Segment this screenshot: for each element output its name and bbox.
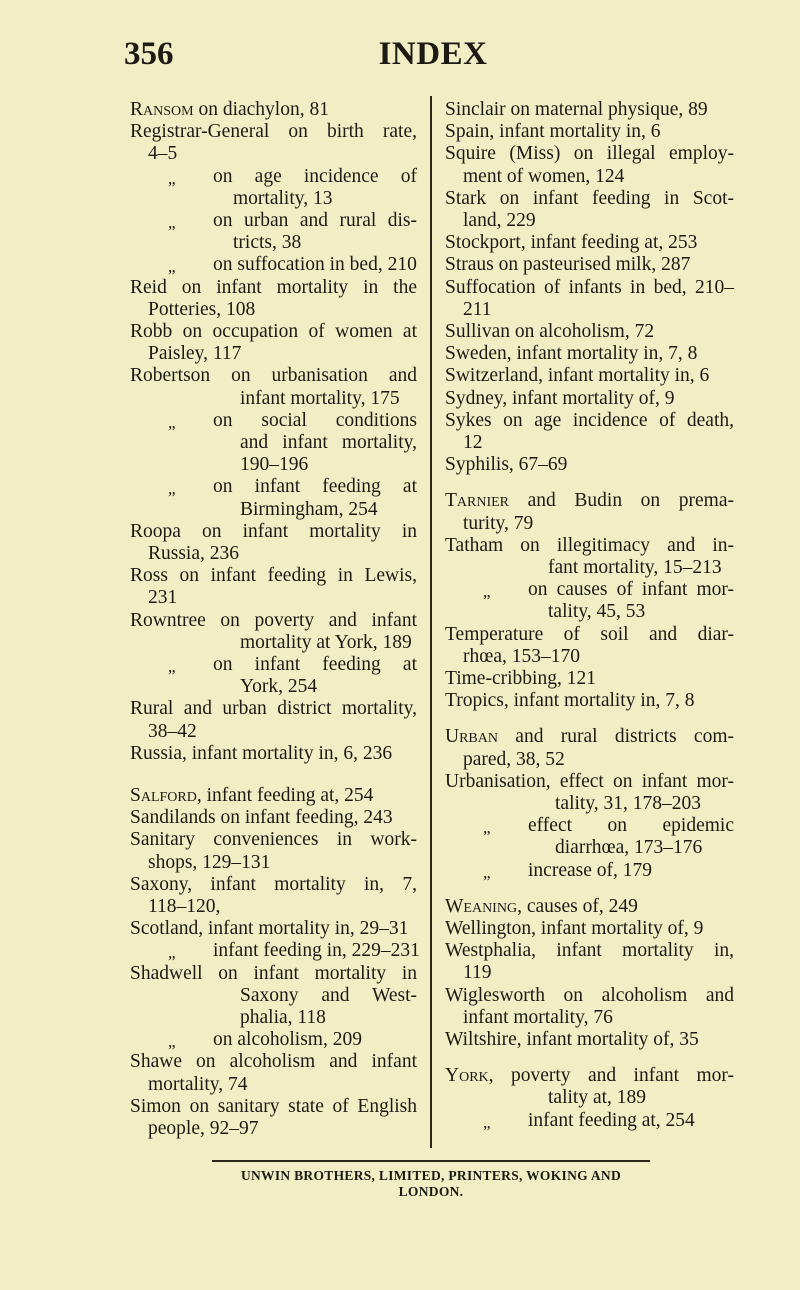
entry-text (555, 793, 734, 815)
entry-body: increase of, 179 (528, 859, 652, 881)
index-entry (445, 99, 734, 121)
index-entry (445, 143, 734, 165)
entry-body: Shadwell on infant mortality in (130, 962, 417, 984)
entry-text (445, 99, 734, 121)
entry-body: Wiglesworth on alcoholism and (445, 984, 734, 1006)
entry-text (240, 1007, 417, 1029)
index-entry (445, 726, 734, 748)
entry-text (213, 654, 417, 676)
index-entry (445, 1029, 734, 1051)
entry-body: tality, 45, 53 (548, 601, 646, 623)
entry-text (240, 676, 417, 698)
index-entry (130, 698, 417, 720)
entry-text (528, 815, 734, 837)
entry-text (445, 277, 734, 299)
entry-text (463, 210, 734, 232)
entry-body: on urban and rural dis- (213, 210, 417, 231)
entry-body: and Budin on prema- (509, 490, 734, 512)
entry-text (130, 698, 417, 720)
index-entry-continuation (130, 232, 417, 254)
index-entry (130, 121, 417, 143)
entry-text (148, 896, 417, 918)
ditto-mark: „ (483, 582, 491, 602)
entry-text (548, 601, 734, 623)
index-entry (445, 321, 734, 343)
entry-text (445, 771, 734, 793)
ditto-mark: „ (483, 862, 491, 882)
entry-text (148, 1074, 417, 1096)
index-entry (130, 277, 417, 299)
entry-text (148, 343, 417, 365)
entry-body: infant feeding in, 229–231 (213, 940, 420, 962)
entry-headword: Urban (445, 726, 498, 748)
index-entry (445, 918, 734, 940)
index-entry-continuation (130, 388, 417, 410)
entry-body: Rural and urban district mortality, (130, 698, 417, 720)
page-number: 356 (124, 36, 174, 72)
entry-text (463, 749, 734, 771)
entry-text (445, 1029, 734, 1051)
index-entry (130, 829, 417, 851)
ditto-mark: „ (168, 943, 176, 963)
entry-body: York, 254 (240, 676, 318, 698)
entry-body: on causes of infant mor- (528, 579, 734, 601)
index-subentry (445, 860, 734, 882)
entry-body: Registrar-General on birth rate, (130, 121, 417, 143)
entry-text (148, 143, 417, 165)
entry-text (445, 188, 734, 210)
entry-body: Sykes on age incidence of death, (445, 409, 734, 431)
entry-body: turity, 79 (463, 512, 534, 534)
entry-body: 190–196 (240, 454, 309, 476)
index-entry-continuation (130, 852, 417, 874)
entry-body: Squire (Miss) on illegal employ- (445, 143, 734, 165)
entry-text (445, 232, 734, 254)
entry-text (130, 1051, 417, 1073)
entry-text (445, 985, 734, 1007)
entry-body: infant mortality, 76 (463, 1006, 613, 1028)
entry-body: Straus on pasteurised milk, 287 (445, 254, 691, 276)
entry-text (130, 565, 417, 587)
column-divider (430, 96, 432, 1148)
entry-text (148, 1118, 417, 1140)
entry-body: Wiltshire, infant mortality of, 35 (445, 1029, 699, 1050)
entry-text (548, 557, 734, 579)
entry-body: 4–5 (148, 143, 178, 165)
index-subentry (130, 476, 417, 498)
entry-body: mortality, 74 (148, 1073, 248, 1095)
ditto-mark: „ (168, 213, 176, 232)
index-entry-continuation (445, 793, 734, 815)
entry-body: Wellington, infant mortality of, 9 (445, 918, 704, 939)
entry-body: Saxony and West- (240, 984, 417, 1006)
index-entry-continuation (130, 432, 417, 454)
entry-body: Syphilis, 67–69 (445, 454, 568, 476)
entry-text (528, 1110, 734, 1132)
index-entry (445, 365, 734, 387)
entry-text (445, 918, 734, 940)
index-entry-continuation (130, 143, 417, 165)
index-subentry (445, 1110, 734, 1132)
ditto-mark: „ (168, 257, 176, 277)
ditto-mark: „ (168, 1032, 176, 1052)
entry-text (463, 646, 734, 668)
index-entry (130, 807, 417, 829)
index-entry-continuation (445, 962, 734, 984)
entry-body: Robb on occupation of women at (130, 321, 417, 342)
index-entry (445, 232, 734, 254)
entry-text (445, 343, 734, 365)
entry-body: Birmingham, 254 (240, 498, 378, 520)
entry-text (463, 166, 734, 188)
entry-text (130, 277, 417, 299)
entry-body: tricts, 38 (233, 232, 302, 254)
entry-headword: Salford (130, 785, 197, 806)
entry-text (130, 807, 417, 829)
entry-headword: Weaning (445, 895, 518, 917)
index-subentry (445, 815, 734, 837)
index-entry-continuation (130, 985, 417, 1007)
entry-text (148, 721, 417, 743)
entry-text (445, 454, 734, 476)
entry-text (148, 587, 417, 609)
index-entry (130, 743, 417, 765)
entry-text (213, 476, 417, 498)
index-entry-continuation (130, 543, 417, 565)
index-entry (130, 99, 417, 121)
index-entry (445, 388, 734, 410)
entry-body: Tatham on illegitimacy and in- (445, 534, 734, 556)
entry-body: on suffocation in bed, 210 (213, 254, 417, 276)
index-entry-continuation (130, 632, 417, 654)
index-entry (130, 610, 417, 632)
entry-text (130, 610, 417, 632)
index-entry (445, 343, 734, 365)
ditto-mark: „ (168, 657, 176, 676)
entry-body: on social conditions (213, 409, 417, 431)
entry-text (445, 121, 734, 143)
entry-body: Robertson on urbanisation and (130, 365, 417, 387)
entry-body: on infant feeding at (213, 654, 417, 675)
index-entry (445, 985, 734, 1007)
entry-text (130, 829, 417, 851)
entry-text (240, 454, 417, 476)
entry-body: Sullivan on alcoholism, 72 (445, 321, 655, 342)
entry-text (445, 410, 734, 432)
index-entry (445, 940, 734, 962)
index-entry-continuation (445, 601, 734, 623)
entry-body: Saxony, infant mortality in, 7, (130, 873, 417, 895)
entry-body: , poverty and infant mor- (488, 1065, 734, 1087)
entry-text (130, 1096, 417, 1118)
entry-body: tality, 31, 178–203 (555, 793, 702, 814)
entry-text (130, 321, 417, 343)
entry-body: Sandilands on infant feeding, 243 (130, 807, 393, 829)
entry-body: Shawe on alcoholism and infant (130, 1051, 417, 1073)
index-entry-continuation (130, 454, 417, 476)
entry-text (445, 254, 734, 276)
entry-headword: York (445, 1065, 489, 1087)
entry-body: effect on epidemic (528, 815, 734, 837)
index-entry-continuation (445, 749, 734, 771)
index-entry-continuation (130, 343, 417, 365)
index-entry (445, 490, 734, 512)
entry-body: 38–42 (148, 720, 197, 742)
index-entry-continuation (445, 210, 734, 232)
entry-text (445, 624, 734, 646)
entry-text (148, 543, 417, 565)
entry-body: diarrhœa, 173–176 (555, 837, 703, 859)
ditto-mark: „ (168, 479, 176, 499)
entry-text (463, 299, 734, 321)
entry-text (463, 432, 734, 454)
entry-body: mortality at York, 189 (240, 631, 412, 653)
entry-text (213, 166, 417, 188)
entry-body: Westphalia, infant mortality in, (445, 940, 734, 962)
entry-text (130, 521, 417, 543)
entry-text (213, 410, 417, 432)
index-entry-continuation (130, 1074, 417, 1096)
index-entry-continuation (130, 299, 417, 321)
entry-text (445, 321, 734, 343)
index-entry (445, 121, 734, 143)
index-entry (130, 918, 417, 940)
entry-body: Potteries, 108 (148, 298, 256, 320)
entry-body: land, 229 (463, 210, 536, 231)
printer-imprint: UNWIN BROTHERS, LIMITED, PRINTERS, WOKING AND LONDON. (240, 1168, 622, 1199)
entry-body: Suffocation of infants in bed, 210– (445, 276, 734, 298)
index-entry (130, 785, 417, 807)
entry-body: Sanitary conveniences in work- (130, 829, 417, 851)
entry-body: Stockport, infant feeding at, 253 (445, 232, 698, 254)
entry-body: and rural districts com- (497, 726, 734, 748)
entry-body: Russia, infant mortality in, 6, 236 (130, 742, 393, 764)
entry-body: Sydney, infant mortality of, 9 (445, 387, 675, 409)
entry-body: ment of women, 124 (463, 165, 625, 187)
entry-body: people, 92–97 (148, 1118, 259, 1139)
index-entry (445, 188, 734, 210)
index-entry-continuation (445, 646, 734, 668)
entry-text (130, 918, 417, 940)
entry-body: , infant feeding at, 254 (196, 785, 374, 806)
index-entry (445, 624, 734, 646)
entry-body: 12 (463, 432, 483, 453)
entry-text (463, 962, 734, 984)
index-subentry (130, 654, 417, 676)
entry-body: Switzerland, infant mortality in, 6 (445, 365, 710, 387)
index-entry-continuation (445, 1007, 734, 1029)
index-entry (445, 254, 734, 276)
entry-text (240, 388, 417, 410)
index-entry (445, 668, 734, 690)
index-entry (130, 1051, 417, 1073)
index-subentry (130, 1029, 417, 1051)
entry-body: 118–120, (148, 896, 221, 917)
entry-body: and infant mortality, (240, 432, 417, 453)
index-subentry (130, 940, 420, 963)
index-subentry (130, 254, 417, 276)
entry-text (445, 896, 734, 918)
ditto-mark: „ (483, 1112, 491, 1132)
entry-text (555, 837, 734, 859)
page-title: INDEX (378, 36, 488, 72)
index-entry-continuation (445, 432, 734, 454)
index-entry (130, 1096, 417, 1118)
entry-text (445, 1065, 734, 1087)
ditto-mark: „ (483, 818, 491, 838)
entry-text (130, 785, 417, 807)
entry-body: Sweden, infant mortality in, 7, 8 (445, 343, 698, 365)
index-entry (130, 521, 417, 543)
entry-body: tality at, 189 (548, 1087, 647, 1109)
entry-body: Stark on infant feeding in Scot- (445, 187, 734, 209)
index-entry-continuation (130, 896, 417, 918)
entry-body: Sinclair on maternal physique, 89 (445, 99, 708, 120)
index-entry (130, 365, 417, 387)
index-entry-continuation (130, 499, 417, 521)
entry-body: on diachylon, 81 (193, 99, 329, 120)
index-entry-continuation (130, 587, 417, 609)
entry-body: Temperature of soil and diar- (445, 623, 734, 645)
index-entry (445, 535, 734, 557)
entry-text (445, 365, 734, 387)
index-entry (130, 963, 417, 985)
entry-text (548, 1087, 734, 1109)
entry-headword: Tarnier (445, 490, 510, 512)
index-entry-continuation (445, 557, 734, 579)
entry-headword: Ransom (130, 99, 194, 120)
index-entry (445, 410, 734, 432)
entry-body: rhœa, 153–170 (463, 645, 580, 667)
entry-body: infant feeding at, 254 (528, 1109, 695, 1131)
index-entry-continuation (445, 837, 734, 859)
index-entry (445, 277, 734, 299)
entry-body: 231 (148, 587, 178, 609)
entry-text (240, 632, 417, 654)
entry-body: Urbanisation, effect on infant mor- (445, 770, 734, 792)
entry-text (213, 1029, 417, 1051)
index-entry-continuation (130, 1118, 417, 1140)
index-subentry (130, 410, 417, 432)
entry-body: on age incidence of (213, 165, 417, 187)
index-entry (130, 565, 417, 587)
entry-text (148, 299, 417, 321)
entry-text (445, 490, 734, 512)
entry-body: Reid on infant mortality in the (130, 276, 417, 298)
entry-text (463, 1007, 734, 1029)
entry-text (240, 985, 417, 1007)
entry-body: Rowntree on poverty and infant (130, 609, 417, 631)
entry-text (445, 388, 734, 410)
index-entry-continuation (130, 188, 417, 210)
entry-text (213, 940, 420, 962)
entry-text (463, 513, 734, 535)
index-entry (445, 454, 734, 476)
entry-text (213, 254, 417, 276)
entry-body: on infant feeding at (213, 476, 417, 498)
entry-text (240, 432, 417, 454)
ditto-mark: „ (168, 412, 176, 432)
index-subentry (445, 579, 734, 601)
entry-body: on alcoholism, 209 (213, 1029, 362, 1051)
entry-body: Time-cribbing, 121 (445, 668, 596, 689)
entry-text (445, 668, 734, 690)
ditto-mark: „ (168, 168, 176, 188)
entry-body: Simon on sanitary state of English (130, 1095, 417, 1117)
entry-body: shops, 129–131 (148, 851, 271, 873)
entry-text (445, 143, 734, 165)
entry-body: Scotland, infant mortality in, 29–31 (130, 918, 409, 940)
index-entry (130, 321, 417, 343)
entry-text (130, 963, 417, 985)
index-entry-continuation (445, 299, 734, 321)
entry-text (528, 579, 734, 601)
entry-text (233, 188, 417, 210)
index-entry (445, 771, 734, 793)
entry-text (130, 365, 417, 387)
entry-body: infant mortality, 175 (240, 387, 400, 409)
entry-body: phalia, 118 (240, 1007, 326, 1028)
entry-body: 211 (463, 298, 492, 320)
entry-text (213, 210, 417, 232)
entry-body: , causes of, 249 (517, 895, 638, 917)
index-entry (445, 690, 734, 712)
entry-body: Spain, infant mortality in, 6 (445, 121, 661, 143)
index-entry (445, 1065, 734, 1087)
entry-text (148, 852, 417, 874)
entry-body: Ross on infant feeding in Lewis, (130, 565, 417, 587)
entry-text (445, 690, 734, 712)
entry-text (233, 232, 417, 254)
entry-text (445, 535, 734, 557)
index-entry-continuation (130, 721, 417, 743)
entry-body: 119 (463, 962, 492, 984)
entry-body: fant mortality, 15–213 (548, 557, 722, 578)
index-entry-continuation (445, 513, 734, 535)
index-subentry (130, 166, 417, 188)
entry-body: Russia, 236 (148, 543, 240, 564)
index-entry-continuation (445, 166, 734, 188)
entry-body: Paisley, 117 (148, 343, 242, 365)
entry-body: Roopa on infant mortality in (130, 520, 417, 542)
index-entry (445, 896, 734, 918)
index-subentry (130, 210, 417, 232)
entry-text (130, 743, 417, 765)
index-entry-continuation (130, 676, 417, 698)
entry-text (445, 940, 734, 962)
entry-body: mortality, 13 (233, 187, 333, 209)
footer-rule (212, 1160, 650, 1162)
entry-body: pared, 38, 52 (463, 748, 565, 770)
entry-text (130, 99, 417, 121)
entry-body: Tropics, infant mortality in, 7, 8 (445, 690, 695, 712)
entry-text (528, 860, 734, 882)
index-entry (130, 874, 417, 896)
index-entry-continuation (130, 1007, 417, 1029)
entry-text (240, 499, 417, 521)
index-entry-continuation (445, 1087, 734, 1109)
entry-text (130, 121, 417, 143)
entry-text (445, 726, 734, 748)
entry-text (130, 874, 417, 896)
